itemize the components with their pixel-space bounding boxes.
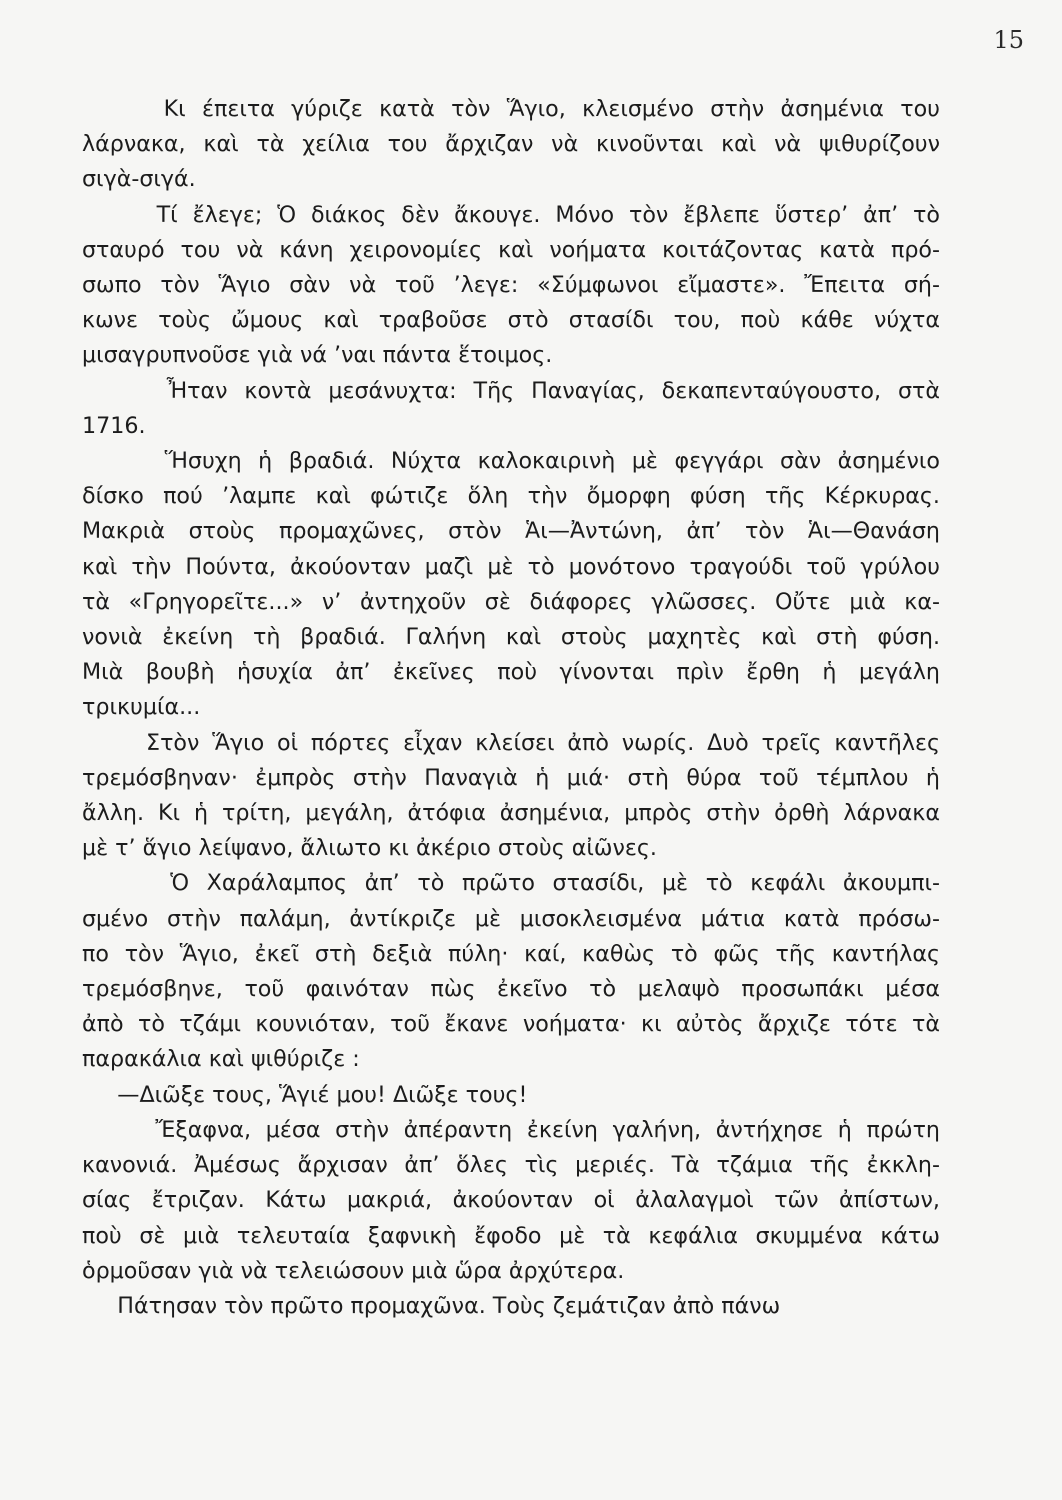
paragraph (82, 374, 940, 444)
text-line: καὶ τὴν Πούντα, ἀκούονταν μαζὶ μὲ τὸ μονότονο τραγούδι τοῦ γρύλου (82, 553, 940, 580)
paragraph (82, 1113, 940, 1289)
text-line: ὁρμοῦσαν γιὰ νὰ τελειώσουν μιὰ ὥρα ἀρχύτερα. (82, 1257, 625, 1284)
paragraph (82, 444, 940, 726)
text-line: Ἦταν κοντὰ μεσάνυχτα: Τῆς Παναγίας, δεκαπενταύγουστο, στὰ (82, 377, 940, 404)
text-line: ποὺ σὲ μιὰ τελευταία ξαφνικὴ ἔφοδο μὲ τὰ κεφάλια σκυμμένα κάτω (82, 1222, 940, 1249)
text-line: —Διῶξε τους, Ἅγιέ μου! Διῶξε τους! (82, 1081, 528, 1108)
text-line: Ὁ Χαράλαμπος ἀπ’ τὸ πρῶτο στασίδι, μὲ τὸ κεφάλι ἀκουμπι- (82, 870, 940, 897)
text-line: πο τὸν Ἅγιο, ἐκεῖ στὴ δεξιὰ πύλη· καί, καθὼς τὸ φῶς τῆς καντήλας (82, 940, 940, 967)
text-line: Τί ἔλεγε; Ὁ διάκος δὲν ἄκουγε. Μόνο τὸν ἔβλεπε ὕστερ’ ἀπ’ τὸ (82, 201, 940, 228)
text-line: λάρνακα, καὶ τὰ χείλια του ἄρχιζαν νὰ κινοῦνται καὶ νὰ ψιθυρίζουν (82, 131, 940, 158)
text-line: τρικυμία... (82, 694, 201, 721)
text-line: παρακάλια καὶ ψιθύριζε : (82, 1046, 360, 1073)
text-line: τρεμόσβηναν· ἐμπρὸς στὴν Παναγιὰ ἡ μιά· στὴ θύρα τοῦ τέμπλου ἡ (82, 764, 940, 791)
text-line: Πάτησαν τὸν πρῶτο προμαχῶνα. Τοὺς ζεμάτιζαν ἀπὸ πάνω (82, 1292, 781, 1319)
text-line: σωπο τὸν Ἅγιο σὰν νὰ τοῦ ’λεγε: «Σύμφωνοι εἴμαστε». Ἔπειτα σή- (82, 272, 940, 299)
text-line: Μακριὰ στοὺς προμαχῶνες, στὸν Ἁι—Ἀντώνη, ἀπ’ τὸν Ἁι—Θανάση (82, 518, 940, 545)
text-line: κανονιά. Ἀμέσως ἄρχισαν ἀπ’ ὅλες τὶς μεριές. Τὰ τζάμια τῆς ἐκκλη- (82, 1152, 940, 1179)
body-text (82, 92, 940, 1324)
text-line: μισαγρυπνοῦσε γιὰ νά ’ναι πάντα ἕτοιμος. (82, 342, 553, 369)
text-line: μὲ τ’ ἅγιο λείψανο, ἄλιωτο κι ἀκέριο στοὺς αἰῶνες. (82, 835, 657, 862)
text-line: τρεμόσβηνε, τοῦ φαινόταν πὼς ἐκεῖνο τὸ μελαψὸ προσωπάκι μέσα (82, 976, 940, 1003)
text-line: Ἥσυχη ἡ βραδιά. Νύχτα καλοκαιρινὴ μὲ φεγγάρι σὰν ἀσημένιο (82, 448, 940, 475)
paragraph (82, 1289, 940, 1324)
text-line: σταυρό του νὰ κάνη χειρονομίες καὶ νοήματα κοιτάζοντας κατὰ πρό- (82, 236, 940, 263)
text-line: τὰ «Γρηγορεῖτε...» ν’ ἀντηχοῦν σὲ διάφορες γλῶσσες. Οὔτε μιὰ κα- (82, 588, 940, 615)
text-line: ἀπὸ τὸ τζάμι κουνιόταν, τοῦ ἔκανε νοήματα· κι αὐτὸς ἄρχιζε τότε τὰ (82, 1011, 940, 1038)
text-line: σίας ἔτριζαν. Κάτω μακριά, ἀκούονταν οἱ ἀλαλαγμοὶ τῶν ἀπίστων, (82, 1187, 940, 1214)
text-line: κωνε τοὺς ὤμους καὶ τραβοῦσε στὸ στασίδι του, ποὺ κάθε νύχτα (82, 307, 940, 334)
text-line: νονιὰ ἐκείνη τὴ βραδιά. Γαλήνη καὶ στοὺς μαχητὲς καὶ στὴ φύση. (82, 624, 940, 651)
text-line: 1716. (82, 412, 146, 439)
paragraph (82, 198, 940, 374)
text-line: ἄλλη. Κι ἡ τρίτη, μεγάλη, ἀτόφια ἀσημένια, μπρὸς στὴν ὀρθὴ λάρνακα (82, 800, 940, 827)
text-line: σιγὰ-σιγά. (82, 166, 196, 193)
text-line: δίσκο πού ’λαμπε καὶ φώτιζε ὅλη τὴν ὄμορφη φύση τῆς Κέρκυρας. (82, 483, 940, 510)
paragraph (82, 92, 940, 198)
text-line: σμένο στὴν παλάμη, ἀντίκριζε μὲ μισοκλεισμένα μάτια κατὰ πρόσω- (82, 905, 940, 932)
paragraph (82, 726, 940, 867)
text-line: Μιὰ βουβὴ ἡσυχία ἀπ’ ἐκεῖνες ποὺ γίνονται πρὶν ἔρθη ἡ μεγάλη (82, 659, 940, 686)
text-line: Στὸν Ἅγιο οἱ πόρτες εἶχαν κλείσει ἀπὸ νωρίς. Δυὸ τρεῖς καντῆλες (82, 729, 940, 756)
page-number: 15 (993, 26, 1024, 54)
paragraph (82, 1078, 940, 1113)
text-line: Κι έπειτα γύριζε κατὰ τὸν Ἅγιο, κλεισμένο στὴν ἀσημένια του (82, 96, 940, 122)
paragraph (82, 866, 940, 1077)
text-line: Ἔξαφνα, μέσα στὴν ἀπέραντη ἐκείνη γαλήνη, ἀντήχησε ἡ πρώτη (82, 1116, 940, 1143)
